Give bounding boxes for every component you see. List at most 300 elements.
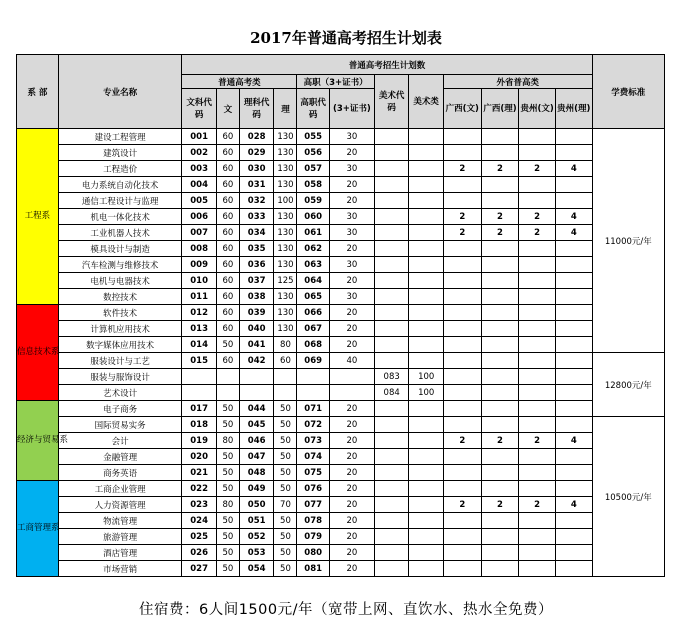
art-code <box>374 353 409 369</box>
gx-li-count <box>481 385 519 401</box>
arts-code: 019 <box>182 433 217 449</box>
tuition-fee: 10500元/年 <box>592 417 664 577</box>
voc-count: 30 <box>329 161 374 177</box>
arts-code: 026 <box>182 545 217 561</box>
gz-li-count <box>555 289 592 305</box>
voc-count: 20 <box>329 545 374 561</box>
arts-count: 80 <box>216 497 239 513</box>
gz-wen-count <box>519 513 556 529</box>
sci-count: 50 <box>274 529 297 545</box>
art-count <box>409 337 444 353</box>
gz-wen-count: 2 <box>519 497 556 513</box>
header-major: 专业名称 <box>58 55 182 129</box>
gz-wen-count <box>519 545 556 561</box>
table-row <box>17 353 665 369</box>
sci-count: 130 <box>274 177 297 193</box>
major-name: 计算机应用技术 <box>58 321 182 337</box>
gx-li-count <box>481 145 519 161</box>
major-name: 物流管理 <box>58 513 182 529</box>
voc-code: 077 <box>297 497 329 513</box>
gz-wen-count <box>519 177 556 193</box>
arts-count: 50 <box>216 401 239 417</box>
department-name: 工商管理系 <box>17 481 59 577</box>
art-code <box>374 465 409 481</box>
voc-code: 071 <box>297 401 329 417</box>
art-code <box>374 561 409 577</box>
table-row <box>17 449 665 465</box>
sci-count: 130 <box>274 145 297 161</box>
sci-code: 052 <box>239 529 274 545</box>
arts-count: 50 <box>216 529 239 545</box>
gz-wen-count <box>519 257 556 273</box>
arts-count: 60 <box>216 353 239 369</box>
arts-count: 60 <box>216 145 239 161</box>
table-row <box>17 465 665 481</box>
art-code <box>374 321 409 337</box>
table-row <box>17 401 665 417</box>
department-name: 信息技术系 <box>17 305 59 401</box>
sci-code: 038 <box>239 289 274 305</box>
sci-count: 60 <box>274 353 297 369</box>
arts-count: 60 <box>216 193 239 209</box>
voc-count: 20 <box>329 465 374 481</box>
arts-code: 001 <box>182 129 217 145</box>
major-name: 数字媒体应用技术 <box>58 337 182 353</box>
gz-li-count <box>555 145 592 161</box>
sci-count <box>274 369 297 385</box>
gz-wen-count <box>519 529 556 545</box>
voc-count: 30 <box>329 289 374 305</box>
sci-count: 50 <box>274 545 297 561</box>
table-row <box>17 241 665 257</box>
voc-code: 064 <box>297 273 329 289</box>
art-count <box>409 145 444 161</box>
sci-count: 50 <box>274 513 297 529</box>
arts-count: 60 <box>216 321 239 337</box>
gx-li-count <box>481 241 519 257</box>
voc-code: 075 <box>297 465 329 481</box>
sci-code: 035 <box>239 241 274 257</box>
gz-li-count <box>555 353 592 369</box>
sci-code: 048 <box>239 465 274 481</box>
voc-code: 061 <box>297 225 329 241</box>
sci-code: 051 <box>239 513 274 529</box>
art-code <box>374 225 409 241</box>
major-name: 工程造价 <box>58 161 182 177</box>
arts-count: 50 <box>216 449 239 465</box>
voc-code: 074 <box>297 449 329 465</box>
art-code: 083 <box>374 369 409 385</box>
sci-count: 130 <box>274 289 297 305</box>
table-row <box>17 369 665 385</box>
major-name: 国际贸易实务 <box>58 417 182 433</box>
gx-wen-count <box>443 145 481 161</box>
sci-count: 130 <box>274 209 297 225</box>
major-name: 汽车检测与维修技术 <box>58 257 182 273</box>
table-row <box>17 497 665 513</box>
gz-li-count <box>555 241 592 257</box>
gx-li-count <box>481 305 519 321</box>
voc-code: 066 <box>297 305 329 321</box>
gx-wen-count <box>443 321 481 337</box>
gz-wen-count <box>519 561 556 577</box>
gx-li-count <box>481 369 519 385</box>
voc-code: 062 <box>297 241 329 257</box>
gz-wen-count <box>519 337 556 353</box>
sci-count: 130 <box>274 241 297 257</box>
gx-li-count <box>481 465 519 481</box>
art-code <box>374 337 409 353</box>
major-name: 通信工程设计与监理 <box>58 193 182 209</box>
voc-count: 20 <box>329 401 374 417</box>
voc-code <box>297 369 329 385</box>
major-name: 模具设计与制造 <box>58 241 182 257</box>
gz-wen-count <box>519 321 556 337</box>
gx-wen-count <box>443 337 481 353</box>
gz-wen-count: 2 <box>519 433 556 449</box>
gz-li-count <box>555 385 592 401</box>
art-count <box>409 321 444 337</box>
table-row <box>17 161 665 177</box>
art-count: 100 <box>409 369 444 385</box>
gx-wen-count: 2 <box>443 433 481 449</box>
voc-code: 068 <box>297 337 329 353</box>
gx-li-count <box>481 129 519 145</box>
arts-count <box>216 369 239 385</box>
sci-count: 125 <box>274 273 297 289</box>
gz-li-count <box>555 449 592 465</box>
gz-wen-count <box>519 353 556 369</box>
sci-count: 80 <box>274 337 297 353</box>
gz-wen-count <box>519 193 556 209</box>
major-name: 工商企业管理 <box>58 481 182 497</box>
table-row <box>17 209 665 225</box>
gx-li-count <box>481 177 519 193</box>
header-voc-code: 高职代码 <box>297 89 329 129</box>
art-code <box>374 497 409 513</box>
sci-code: 039 <box>239 305 274 321</box>
arts-code: 025 <box>182 529 217 545</box>
major-name: 金融管理 <box>58 449 182 465</box>
voc-count: 20 <box>329 193 374 209</box>
voc-count: 30 <box>329 129 374 145</box>
art-code <box>374 193 409 209</box>
voc-count: 20 <box>329 561 374 577</box>
gz-li-count <box>555 513 592 529</box>
arts-code: 002 <box>182 145 217 161</box>
voc-count <box>329 385 374 401</box>
art-code <box>374 417 409 433</box>
sci-count: 130 <box>274 305 297 321</box>
sci-count: 50 <box>274 481 297 497</box>
arts-count: 60 <box>216 305 239 321</box>
gx-wen-count <box>443 401 481 417</box>
gx-wen-count <box>443 561 481 577</box>
table-row <box>17 193 665 209</box>
sci-code: 030 <box>239 161 274 177</box>
arts-code: 011 <box>182 289 217 305</box>
voc-code: 080 <box>297 545 329 561</box>
voc-count: 20 <box>329 417 374 433</box>
sci-code: 049 <box>239 481 274 497</box>
voc-count: 20 <box>329 481 374 497</box>
gz-li-count <box>555 337 592 353</box>
voc-code <box>297 385 329 401</box>
sci-code: 040 <box>239 321 274 337</box>
art-count <box>409 529 444 545</box>
gx-wen-count: 2 <box>443 225 481 241</box>
voc-code: 056 <box>297 145 329 161</box>
gz-li-count: 4 <box>555 161 592 177</box>
gx-wen-count: 2 <box>443 161 481 177</box>
gz-wen-count <box>519 129 556 145</box>
arts-code: 012 <box>182 305 217 321</box>
voc-code: 072 <box>297 417 329 433</box>
gx-li-count <box>481 321 519 337</box>
table-row <box>17 385 665 401</box>
sci-code <box>239 385 274 401</box>
gx-li-count <box>481 529 519 545</box>
art-code <box>374 481 409 497</box>
major-name: 软件技术 <box>58 305 182 321</box>
table-row <box>17 273 665 289</box>
voc-count: 20 <box>329 529 374 545</box>
gx-wen-count <box>443 481 481 497</box>
arts-count: 60 <box>216 273 239 289</box>
art-count <box>409 433 444 449</box>
arts-count: 80 <box>216 433 239 449</box>
arts-count: 60 <box>216 241 239 257</box>
major-name: 艺术设计 <box>58 385 182 401</box>
gx-wen-count <box>443 241 481 257</box>
major-name: 建筑设计 <box>58 145 182 161</box>
arts-code: 007 <box>182 225 217 241</box>
sci-code: 031 <box>239 177 274 193</box>
gx-li-count <box>481 545 519 561</box>
header-gz-li: 贵州(理) <box>555 89 592 129</box>
art-code <box>374 257 409 273</box>
table-row <box>17 561 665 577</box>
voc-code: 067 <box>297 321 329 337</box>
gx-li-count <box>481 449 519 465</box>
table-row <box>17 177 665 193</box>
major-name: 服装设计与工艺 <box>58 353 182 369</box>
arts-count: 50 <box>216 465 239 481</box>
voc-count: 20 <box>329 273 374 289</box>
art-code <box>374 209 409 225</box>
art-count <box>409 129 444 145</box>
art-count <box>409 193 444 209</box>
gx-li-count <box>481 193 519 209</box>
art-count <box>409 305 444 321</box>
gx-li-count: 2 <box>481 433 519 449</box>
gx-wen-count <box>443 465 481 481</box>
arts-code: 008 <box>182 241 217 257</box>
voc-code: 055 <box>297 129 329 145</box>
gz-li-count <box>555 417 592 433</box>
gz-li-count <box>555 177 592 193</box>
gz-wen-count <box>519 385 556 401</box>
gz-wen-count: 2 <box>519 209 556 225</box>
sci-count: 130 <box>274 321 297 337</box>
art-count <box>409 449 444 465</box>
major-name: 市场营销 <box>58 561 182 577</box>
voc-code: 063 <box>297 257 329 273</box>
table-row <box>17 321 665 337</box>
arts-count: 50 <box>216 545 239 561</box>
arts-count: 50 <box>216 513 239 529</box>
art-code: 084 <box>374 385 409 401</box>
arts-count: 60 <box>216 129 239 145</box>
sci-code: 053 <box>239 545 274 561</box>
arts-count: 60 <box>216 289 239 305</box>
header-vocational: 高职（3+证书） <box>297 75 374 89</box>
sci-count: 50 <box>274 433 297 449</box>
art-code <box>374 161 409 177</box>
gx-wen-count <box>443 177 481 193</box>
table-row <box>17 417 665 433</box>
voc-count: 30 <box>329 225 374 241</box>
gz-li-count <box>555 369 592 385</box>
arts-code: 010 <box>182 273 217 289</box>
gz-wen-count <box>519 145 556 161</box>
table-row <box>17 305 665 321</box>
major-name: 建设工程管理 <box>58 129 182 145</box>
sci-code: 042 <box>239 353 274 369</box>
gz-li-count <box>555 273 592 289</box>
gz-wen-count <box>519 401 556 417</box>
tuition-fee: 11000元/年 <box>592 129 664 353</box>
sci-count: 100 <box>274 193 297 209</box>
sci-code: 033 <box>239 209 274 225</box>
gx-li-count <box>481 401 519 417</box>
table-row <box>17 545 665 561</box>
voc-code: 073 <box>297 433 329 449</box>
art-count <box>409 513 444 529</box>
gz-wen-count: 2 <box>519 225 556 241</box>
gx-wen-count <box>443 193 481 209</box>
voc-code: 060 <box>297 209 329 225</box>
gz-li-count <box>555 257 592 273</box>
art-code <box>374 513 409 529</box>
table-body <box>17 129 665 577</box>
header-gx-wen: 广西(文) <box>443 89 481 129</box>
art-code <box>374 177 409 193</box>
art-code <box>374 145 409 161</box>
header-arts: 文 <box>216 89 239 129</box>
voc-code: 079 <box>297 529 329 545</box>
voc-count: 20 <box>329 513 374 529</box>
sci-code: 054 <box>239 561 274 577</box>
voc-code: 078 <box>297 513 329 529</box>
arts-code: 004 <box>182 177 217 193</box>
arts-code: 015 <box>182 353 217 369</box>
sci-code: 034 <box>239 225 274 241</box>
art-count <box>409 273 444 289</box>
voc-count: 20 <box>329 241 374 257</box>
major-name: 电力系统自动化技术 <box>58 177 182 193</box>
sci-code <box>239 369 274 385</box>
sci-code: 036 <box>239 257 274 273</box>
sci-count: 130 <box>274 225 297 241</box>
table-row <box>17 145 665 161</box>
sci-count: 50 <box>274 401 297 417</box>
gz-li-count <box>555 305 592 321</box>
table-row <box>17 529 665 545</box>
arts-count: 60 <box>216 177 239 193</box>
arts-count: 60 <box>216 225 239 241</box>
table-row <box>17 129 665 145</box>
sci-count: 50 <box>274 465 297 481</box>
gz-wen-count <box>519 273 556 289</box>
major-name: 旅游管理 <box>58 529 182 545</box>
table-row <box>17 513 665 529</box>
gx-li-count <box>481 337 519 353</box>
arts-code: 003 <box>182 161 217 177</box>
table-row <box>17 257 665 273</box>
sci-code: 041 <box>239 337 274 353</box>
voc-count: 30 <box>329 257 374 273</box>
table-row <box>17 433 665 449</box>
gz-wen-count <box>519 289 556 305</box>
voc-count: 20 <box>329 177 374 193</box>
gz-wen-count <box>519 417 556 433</box>
art-code <box>374 305 409 321</box>
major-name: 机电一体化技术 <box>58 209 182 225</box>
arts-code: 005 <box>182 193 217 209</box>
gx-wen-count <box>443 369 481 385</box>
gx-wen-count <box>443 513 481 529</box>
art-count <box>409 417 444 433</box>
voc-code: 057 <box>297 161 329 177</box>
voc-count: 20 <box>329 337 374 353</box>
gx-wen-count <box>443 129 481 145</box>
gz-wen-count <box>519 449 556 465</box>
major-name: 会计 <box>58 433 182 449</box>
gx-wen-count <box>443 273 481 289</box>
arts-count: 50 <box>216 417 239 433</box>
department-name: 工程系 <box>17 129 59 305</box>
gz-li-count <box>555 529 592 545</box>
gx-wen-count <box>443 305 481 321</box>
gz-li-count: 4 <box>555 497 592 513</box>
gx-wen-count <box>443 529 481 545</box>
art-code <box>374 289 409 305</box>
arts-count: 60 <box>216 209 239 225</box>
art-code <box>374 433 409 449</box>
gx-li-count <box>481 273 519 289</box>
arts-count <box>216 385 239 401</box>
art-code <box>374 401 409 417</box>
gz-li-count <box>555 481 592 497</box>
gz-wen-count <box>519 305 556 321</box>
header-regular: 普通高考类 <box>182 75 297 89</box>
gx-wen-count <box>443 449 481 465</box>
voc-count: 30 <box>329 209 374 225</box>
gx-li-count <box>481 353 519 369</box>
arts-code: 009 <box>182 257 217 273</box>
gx-wen-count: 2 <box>443 209 481 225</box>
gx-li-count: 2 <box>481 161 519 177</box>
sci-count: 50 <box>274 417 297 433</box>
arts-code: 022 <box>182 481 217 497</box>
major-name: 酒店管理 <box>58 545 182 561</box>
sci-code: 046 <box>239 433 274 449</box>
art-count <box>409 545 444 561</box>
voc-count: 20 <box>329 433 374 449</box>
sci-code: 037 <box>239 273 274 289</box>
gx-li-count <box>481 417 519 433</box>
